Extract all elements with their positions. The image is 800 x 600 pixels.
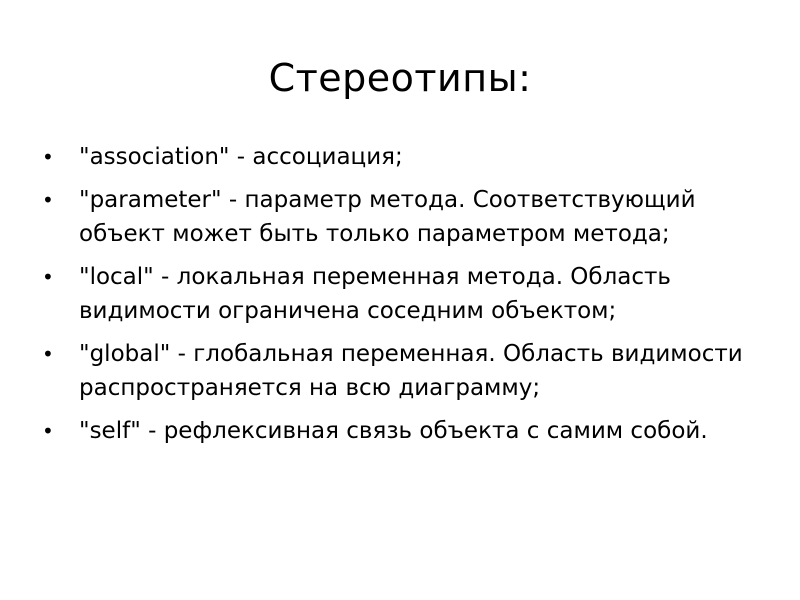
bullet-item-local (40, 260, 760, 328)
bullet-item-global (40, 337, 760, 405)
bullet-text: "global" - глобальная переменная. Область видимости распространяется на всю диаграмму; (79, 341, 743, 401)
bullet-icon: • (42, 145, 54, 169)
bullet-icon: • (42, 188, 54, 212)
bullet-text: "association" - ассоциация; (79, 144, 403, 170)
bullet-item-self (40, 414, 760, 448)
bullet-item-parameter (40, 183, 760, 251)
bullet-icon: • (42, 419, 54, 443)
bullet-icon: • (42, 265, 54, 289)
slide-title: Стереотипы: (268, 56, 532, 100)
bullet-text: "parameter" - параметр метода. Соответствующий объект может быть только параметром метода; (79, 187, 696, 247)
bullet-text: "self" - рефлексивная связь объекта с самим собой. (79, 418, 708, 444)
bullet-list (40, 140, 760, 457)
bullet-icon: • (42, 342, 54, 366)
bullet-text: "local" - локальная переменная метода. Область видимости ограничена соседним объектом; (79, 264, 671, 324)
bullet-item-association (40, 140, 760, 174)
